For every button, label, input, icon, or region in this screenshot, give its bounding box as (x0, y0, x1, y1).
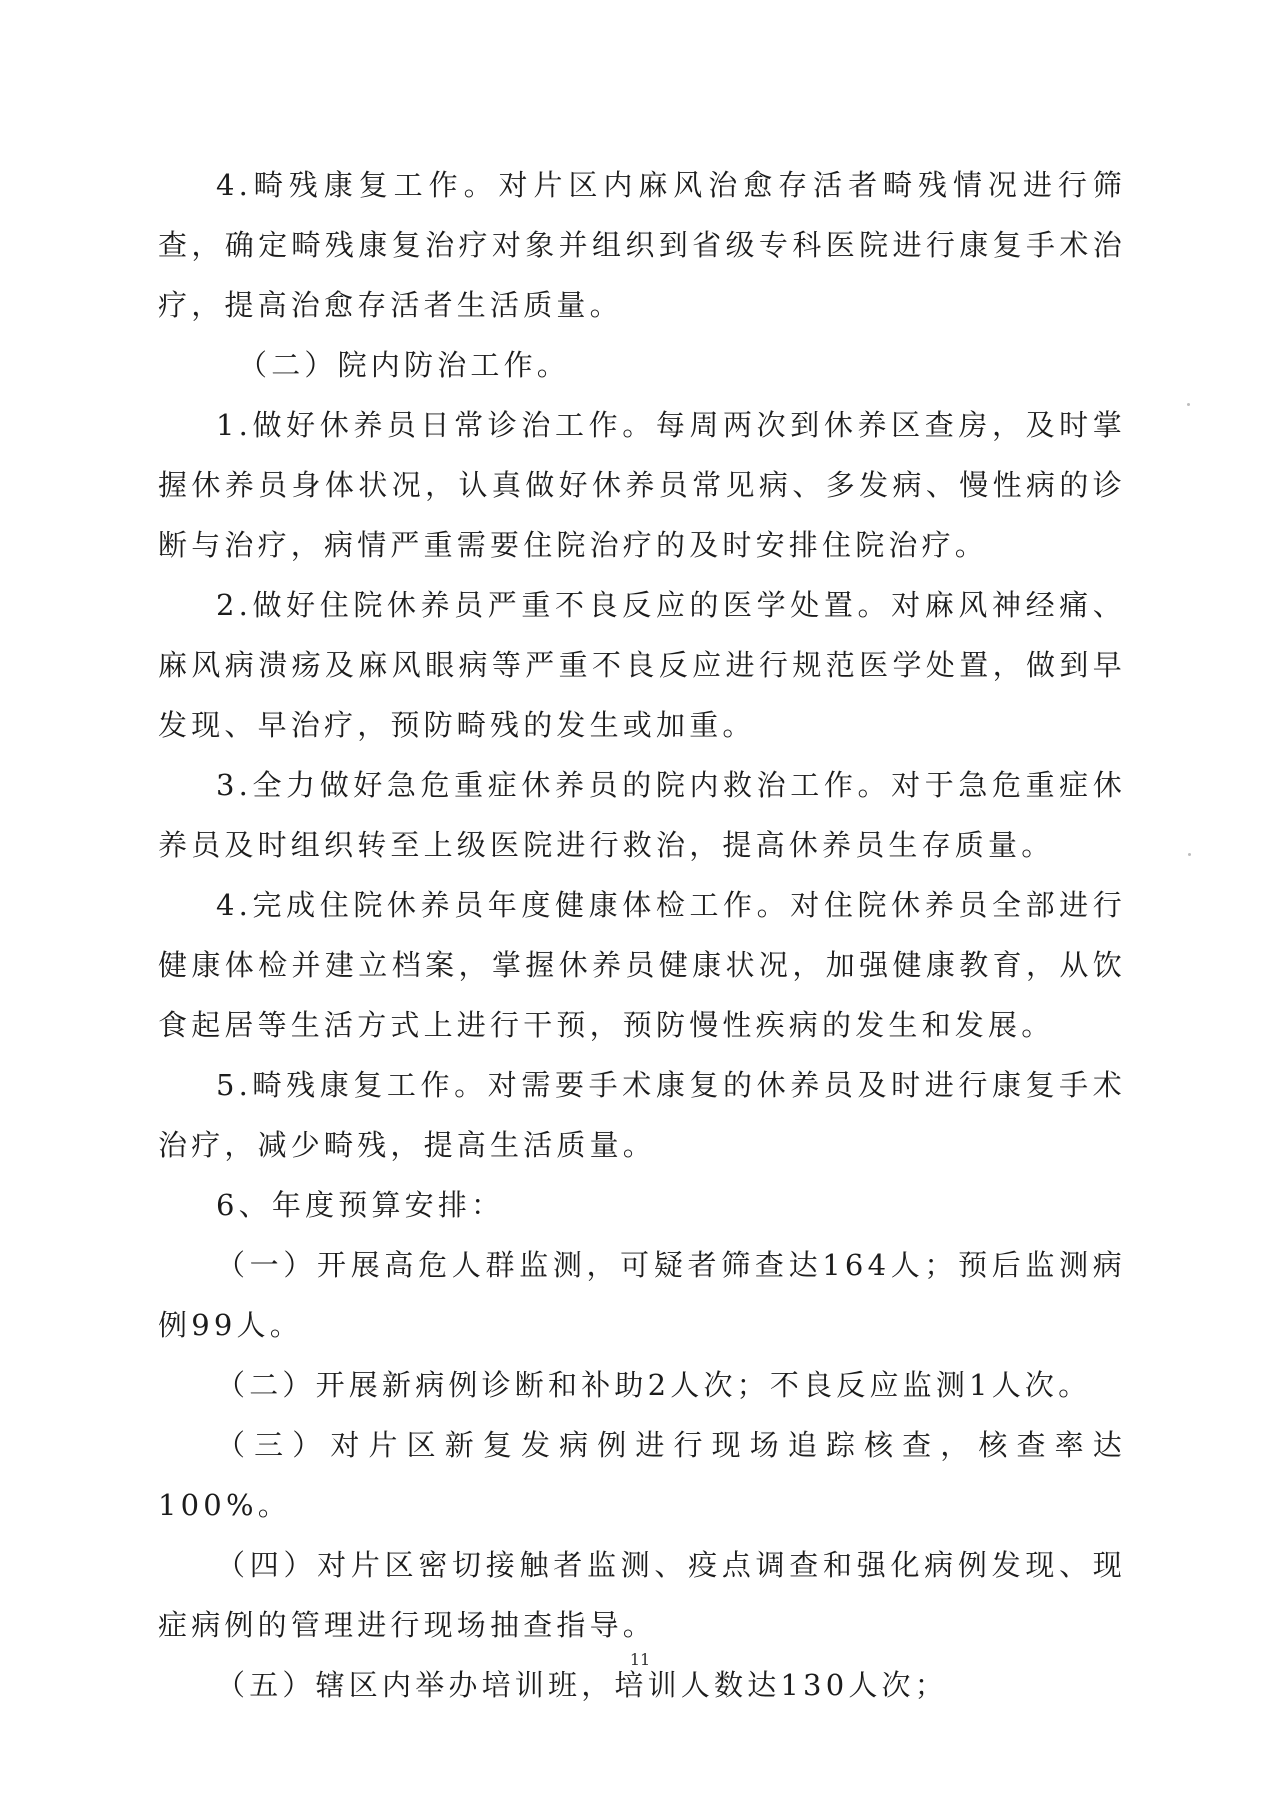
section-heading-in-hospital: （二）院内防治工作。 (238, 348, 571, 382)
document-body (158, 155, 1126, 1715)
scan-speck (1188, 853, 1191, 856)
paragraph-adverse-reaction: 2.做好住院休养员严重不良反应的医学处置。对麻风神经痛、麻风病溃疡及麻风眼病等严重不良反应进行规范医学处置，做到早发现、早治疗，预防畸残的发生或加重。 (158, 588, 1126, 742)
section-heading-budget: 6、年度预算安排： (216, 1188, 505, 1222)
budget-item-4: （四）对片区密切接触者监测、疫点调查和强化病例发现、现症病例的管理进行现场抽查指导。 (158, 1548, 1126, 1642)
paragraph-disability-rehab-area: 4.畸残康复工作。对片区内麻风治愈存活者畸残情况进行筛查，确定畸残康复治疗对象并组织到省级专科医院进行康复手术治疗，提高治愈存活者生活质量。 (158, 168, 1126, 322)
budget-item-2: （二）开展新病例诊断和补助2人次；不良反应监测1人次。 (216, 1368, 1092, 1402)
paragraph-emergency-care: 3.全力做好急危重症休养员的院内救治工作。对于急危重症休养员及时组织转至上级医院进行救治，提高休养员生存质量。 (158, 768, 1126, 862)
paragraph-daily-treatment: 1.做好休养员日常诊治工作。每周两次到休养区查房，及时掌握休养员身体状况，认真做好休养员常见病、多发病、慢性病的诊断与治疗，病情严重需要住院治疗的及时安排住院治疗。 (158, 408, 1126, 562)
budget-item-3: （三）对片区新复发病例进行现场追踪核查，核查率达100%。 (158, 1428, 1126, 1522)
paragraph-health-checkup: 4.完成住院休养员年度健康体检工作。对住院休养员全部进行健康体检并建立档案，掌握休养员健康状况，加强健康教育，从饮食起居等生活方式上进行干预，预防慢性疾病的发生和发展。 (158, 888, 1126, 1042)
page-number: 11 (629, 1650, 651, 1669)
scan-speck (1187, 403, 1190, 406)
paragraph-disability-rehab-surgery: 5.畸残康复工作。对需要手术康复的休养员及时进行康复手术治疗，减少畸残，提高生活质量。 (158, 1068, 1126, 1162)
budget-item-1: （一）开展高危人群监测，可疑者筛查达164人；预后监测病例99人。 (158, 1248, 1126, 1342)
budget-item-5: （五）辖区内举办培训班，培训人数达130人次； (216, 1668, 948, 1702)
